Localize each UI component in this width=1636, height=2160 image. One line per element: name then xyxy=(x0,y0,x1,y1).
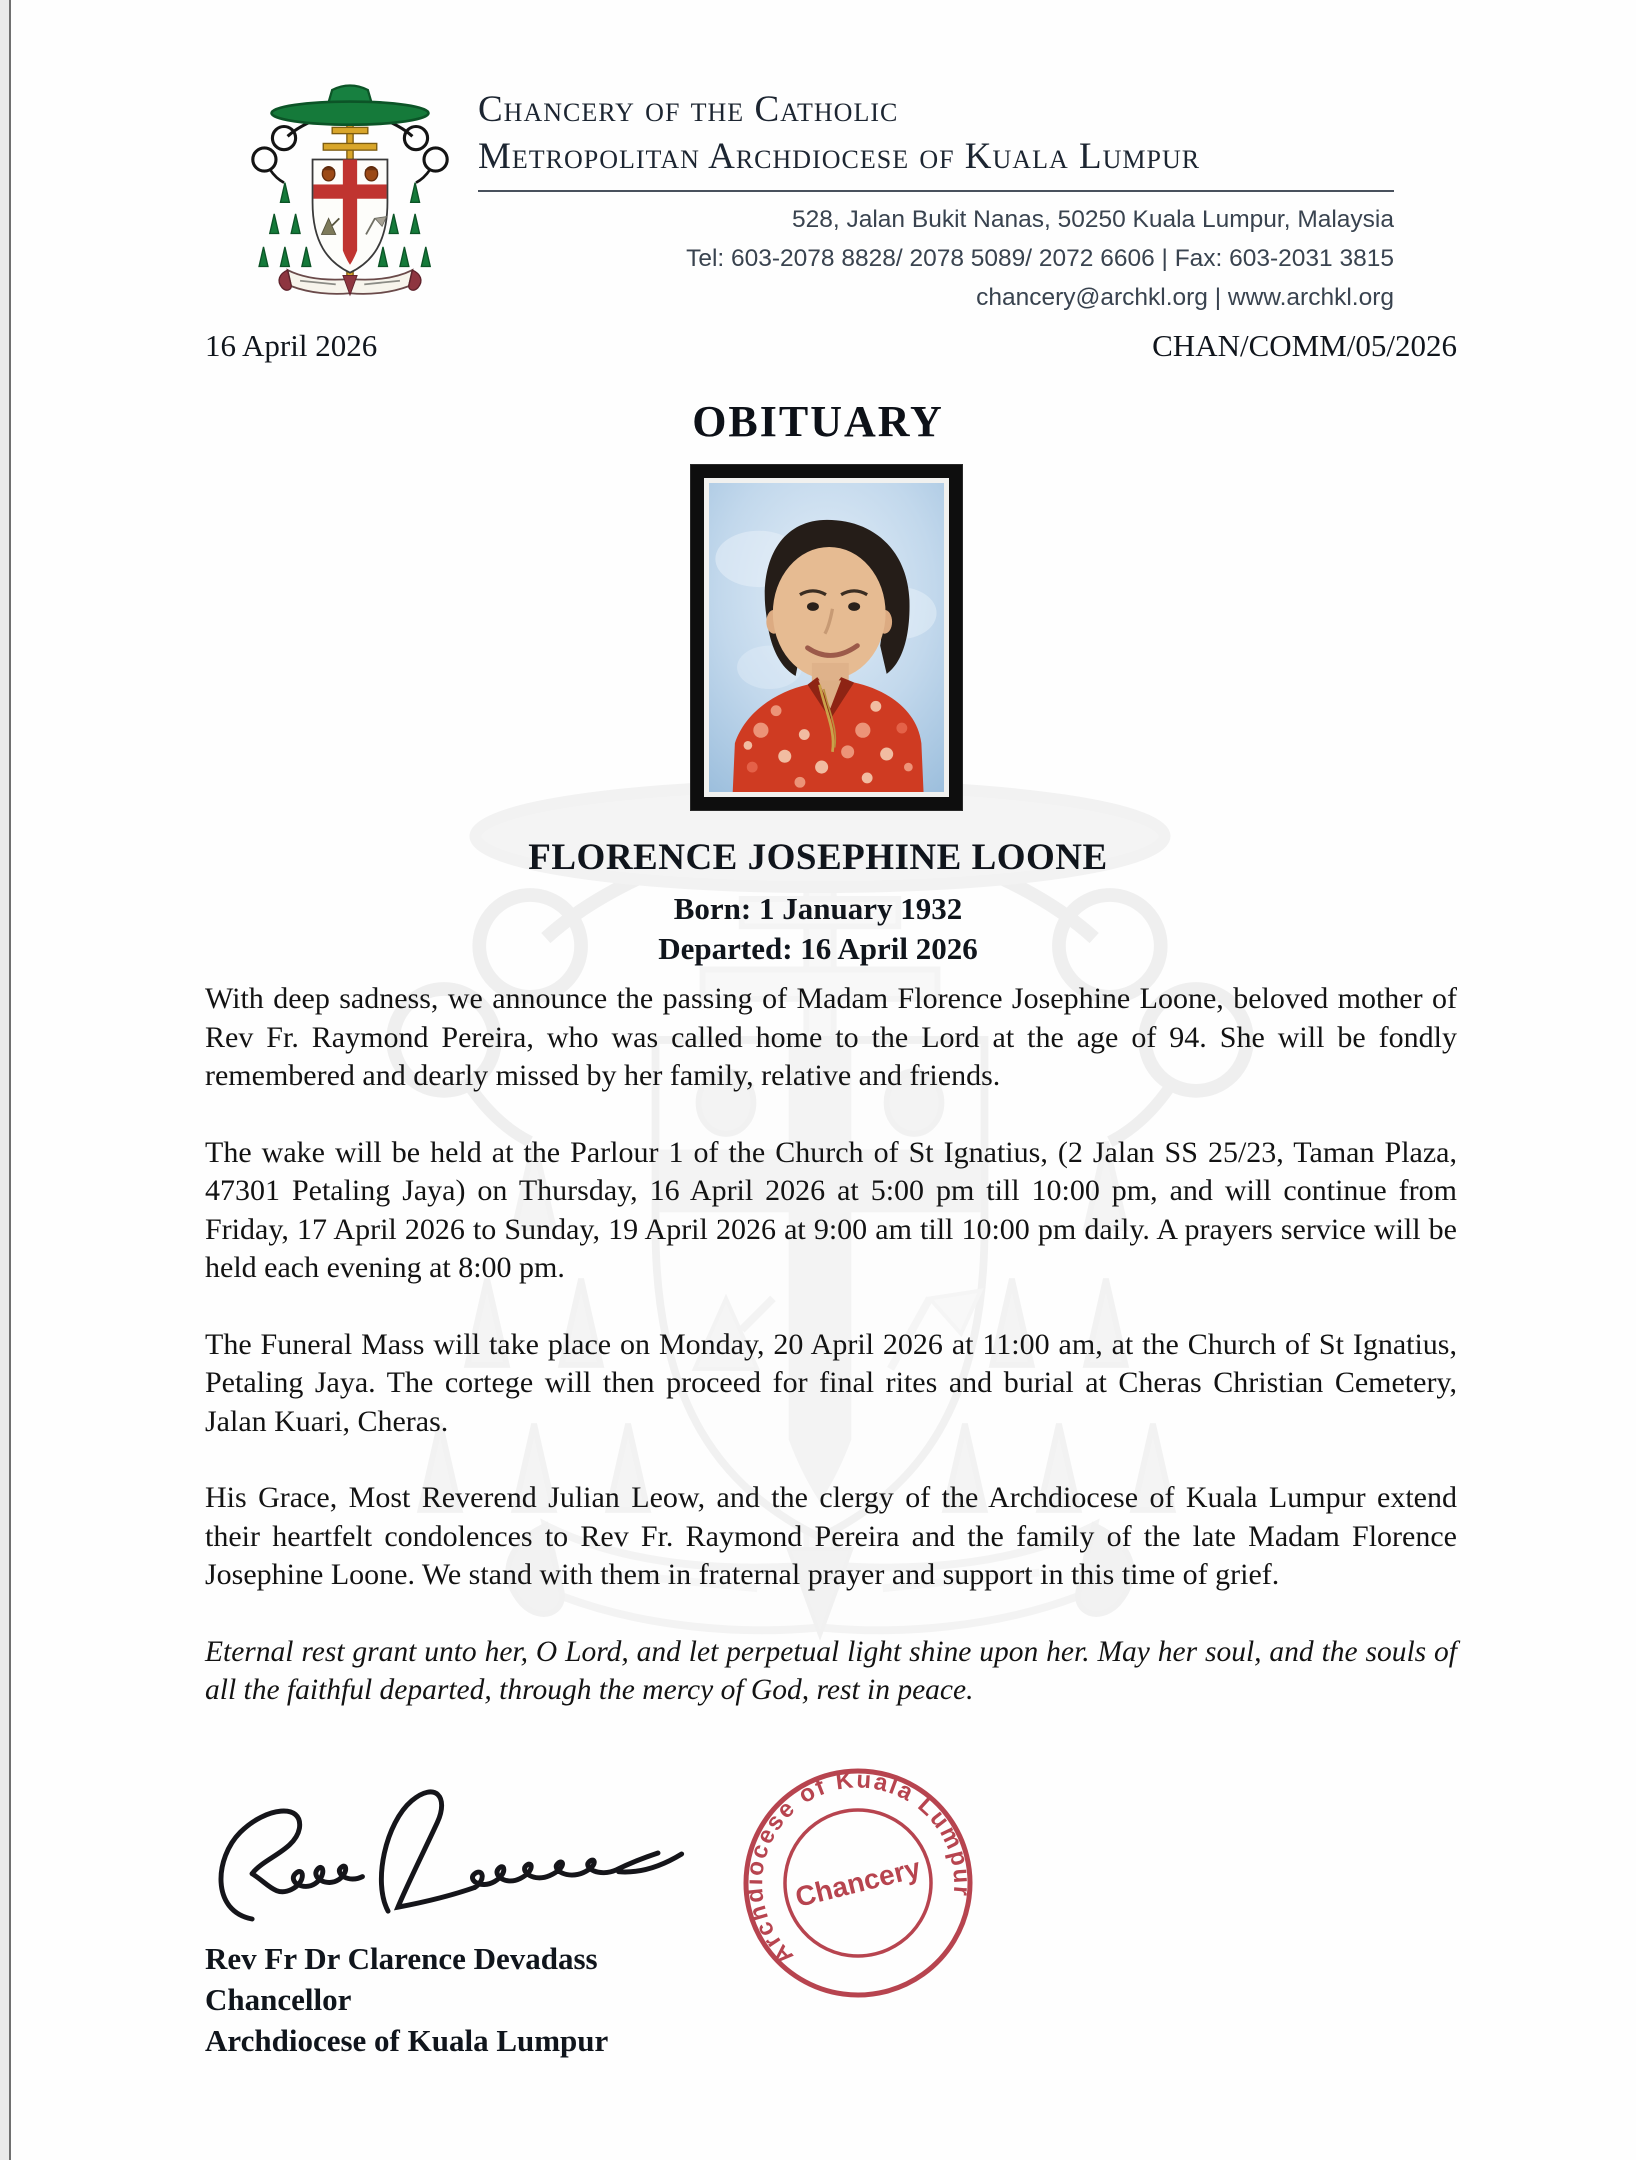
portrait-photo xyxy=(704,478,949,797)
signatory-role: Chancellor xyxy=(205,1982,352,2017)
deceased-born: Born: 1 January 1932 xyxy=(673,891,963,926)
handwritten-signature-icon xyxy=(193,1763,725,1941)
letterhead xyxy=(478,86,1394,317)
signatory-name: Rev Fr Dr Clarence Devadass xyxy=(205,1941,598,1976)
letterhead-address: 528, Jalan Bukit Nanas, 50250 Kuala Lumpur, Malaysia xyxy=(792,206,1394,233)
archdiocese-crest-icon xyxy=(243,50,457,310)
organization-name-line1: Chancery of the Catholic xyxy=(478,89,899,130)
deceased-departed: Departed: 16 April 2026 xyxy=(658,931,978,966)
paragraph-prayer: Eternal rest grant unto her, O Lord, and let perpetual light shine upon her. May her soul, and the souls of all the faithful departed, through the mercy of God, rest in peace. xyxy=(205,1635,1457,1706)
letterhead-phone-fax: Tel: 603-2078 8828/ 2078 5089/ 2072 6606 | Fax: 603-2031 3815 xyxy=(686,245,1394,272)
paragraph-funeral: The Funeral Mass will take place on Monday, 20 April 2026 at 11:00 am, at the Church of St Ignatius, Petaling Jaya. The cortege will then proceed for final rites and burial at Cheras Christian Cemetery, Jalan Kuari, Cheras. xyxy=(205,1327,1457,1438)
chancery-stamp-icon xyxy=(733,1758,983,2008)
letterhead-divider xyxy=(478,190,1394,192)
deceased-name: FLORENCE JOSEPHINE LOONE xyxy=(528,837,1108,878)
scan-edge-artifact xyxy=(0,0,11,2160)
letter-date: 16 April 2026 xyxy=(205,328,378,363)
paragraph-announcement: With deep sadness, we announce the passing of Madam Florence Josephine Loone, beloved mother of Rev Fr. Raymond Pereira, who was called home to the Lord at the age of 94. She will be fondly remembered and dearly missed by her family, relative and friends. xyxy=(205,982,1457,1092)
deceased-info xyxy=(0,836,1636,969)
letterhead-email-web: chancery@archkl.org | www.archkl.org xyxy=(976,284,1394,311)
date-reference-row xyxy=(205,328,1457,364)
obituary-body xyxy=(205,980,1457,1710)
organization-name-line2: Metropolitan Archdiocese of Kuala Lumpur xyxy=(478,136,1201,177)
stamp-ring-text: Archdiocese of Kuala Lumpur xyxy=(740,1766,976,1971)
stamp-center-text: Chancery xyxy=(792,1852,924,1913)
paragraph-condolence: His Grace, Most Reverend Julian Leow, and the clergy of the Archdiocese of Kuala Lumpur extend their heartfelt condolences to Rev Fr. Raymond Pereira and the family of the late Madam Florence Josephine Loone. We stand with them in fraternal prayer and support in this time of grief. xyxy=(205,1481,1457,1591)
letter-reference-number: CHAN/COMM/05/2026 xyxy=(1152,328,1457,363)
page-title: OBITUARY xyxy=(692,397,944,446)
portrait-photo-frame xyxy=(690,464,963,811)
paragraph-wake: The wake will be held at the Parlour 1 of the Church of St Ignatius, (2 Jalan SS 25/23, Taman Plaza, 47301 Petaling Jaya) on Thursday, 16 April 2026 at 5:00 pm till 10:00 pm, and will continue from Friday, 17 April 2026 to Sunday, 19 April 2026 at 9:00 am till 10:00 pm daily. A prayers service will be held each evening at 8:00 pm. xyxy=(205,1135,1457,1284)
portrait-illustration xyxy=(709,483,944,792)
signatory-block xyxy=(205,1938,608,2061)
signatory-organization: Archdiocese of Kuala Lumpur xyxy=(205,2023,609,2058)
